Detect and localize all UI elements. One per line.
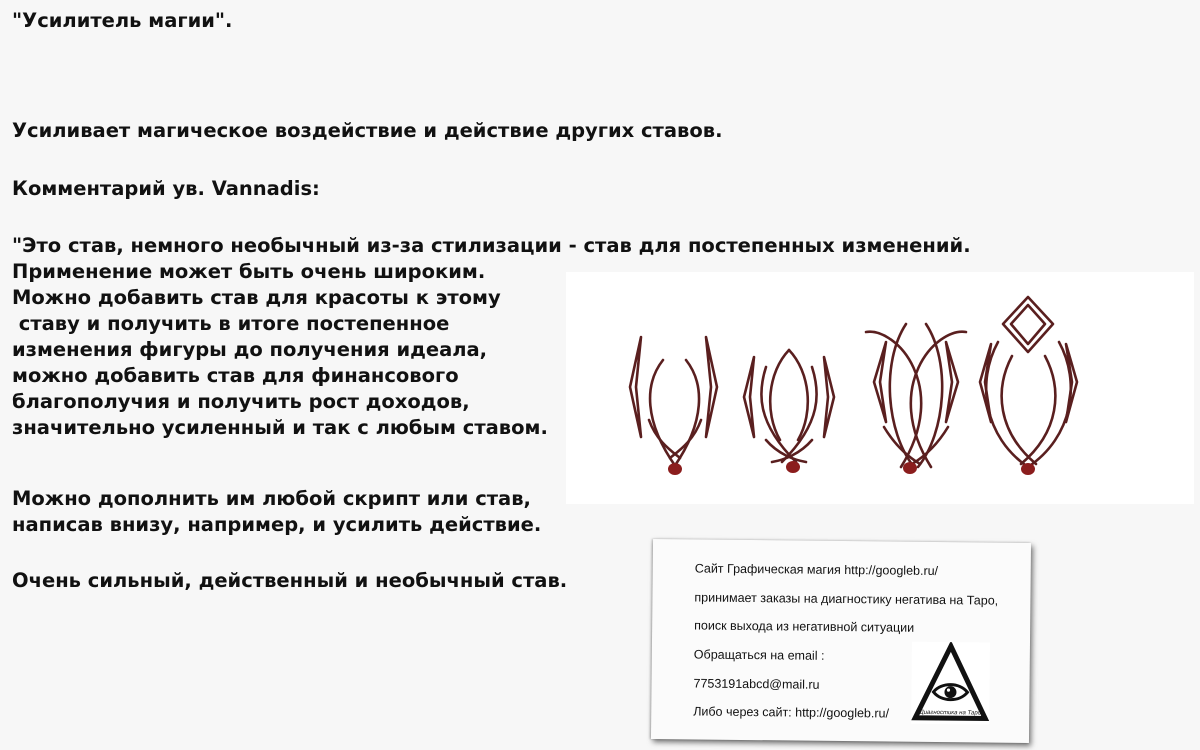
quote-line: "Это став, немного необычный из-за стилизации - став для постепенных изменений.	[12, 234, 971, 257]
rune-figure-2	[744, 350, 834, 462]
addon-block	[12, 486, 541, 538]
quote-line: ставу и получить в итоге постепенное	[12, 312, 450, 335]
quote-line: изменения фигуры до получения идеала,	[12, 338, 488, 361]
quote-line: можно добавить став для финансового	[12, 364, 459, 387]
rune-dot-2	[786, 461, 800, 473]
closing-text: Очень сильный, действенный и необычный став.	[12, 569, 568, 592]
quote-line: благополучия и получить рост доходов,	[12, 390, 470, 413]
card-line-search: поиск выхода из негативной ситуации	[694, 618, 915, 635]
card-line-email: 7753191abcd@mail.ru	[693, 676, 820, 692]
addon-line: написав внизу, например, и усилить действие.	[12, 513, 542, 536]
addon-line: Можно дополнить им любой скрипт или став,	[12, 487, 531, 510]
card-line-orders: принимает заказы на диагностику негатива на Таро,	[694, 590, 999, 608]
quote-line: Можно добавить став для красоты к этому	[12, 286, 501, 309]
tarot-logo-icon	[911, 642, 990, 725]
card-line-contact: Обращаться на email :	[693, 647, 825, 663]
rune-figure-4	[980, 297, 1077, 467]
rune-dot-4	[1021, 463, 1035, 475]
page-title: "Усилитель магии".	[12, 9, 233, 32]
rune-stav-drawing	[566, 272, 1194, 504]
card-line-website: Либо через сайт: http://googleb.ru/	[693, 704, 890, 721]
rune-stav-image	[566, 272, 1194, 504]
comment-heading: Комментарий ув. Vannadis:	[12, 177, 320, 200]
rune-figure-1	[630, 337, 717, 467]
intro-text: Усиливает магическое воздействие и действие других ставов.	[12, 119, 723, 142]
rune-dot-3	[903, 462, 917, 474]
ad-card	[651, 539, 1031, 743]
card-line-site: Сайт Графическая магия http://googleb.ru/	[694, 561, 939, 579]
rune-dot-1	[668, 463, 682, 475]
rune-figure-3	[866, 324, 966, 467]
logo-caption: Диагностика на Таро	[919, 709, 982, 717]
quote-line: значительно усиленный и так с любым ставом.	[12, 416, 548, 439]
quote-line: Применение может быть очень широким.	[12, 260, 486, 283]
